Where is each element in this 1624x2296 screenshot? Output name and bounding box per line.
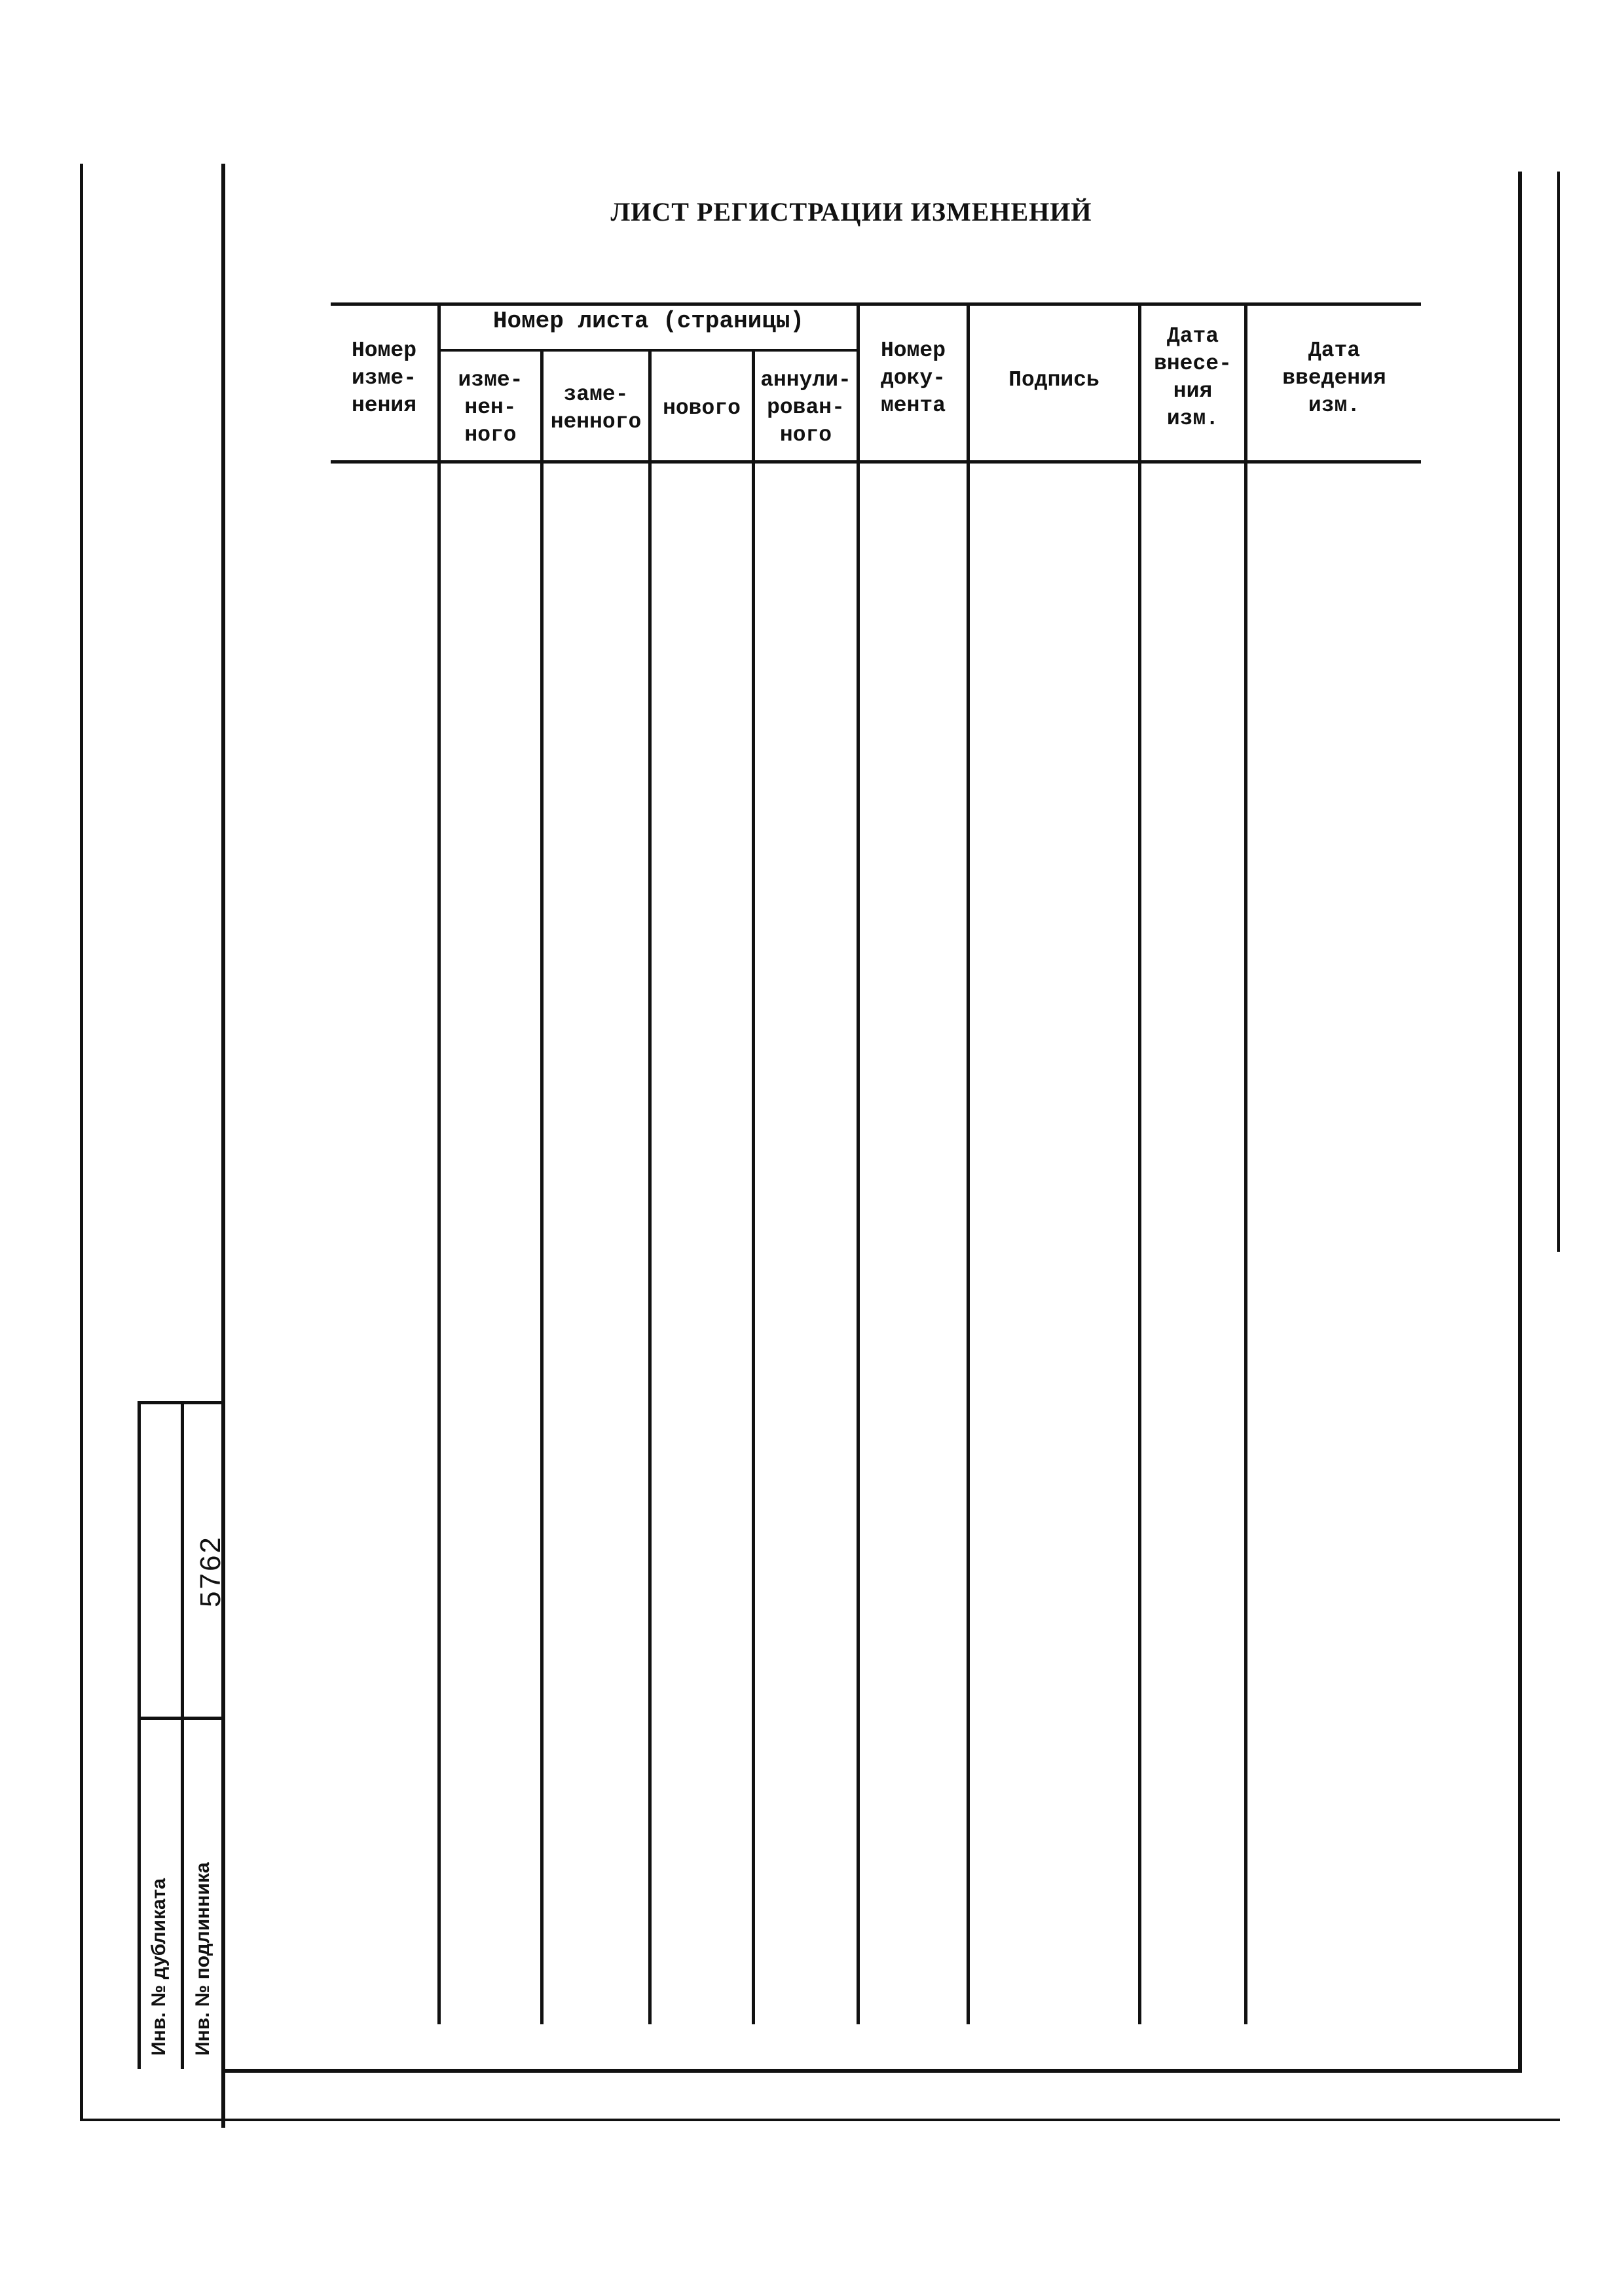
frame-left-outer [80, 164, 83, 2121]
col-sep-5 [857, 302, 860, 2024]
frame-left-inner [221, 164, 225, 2128]
header-sheet-number-group: Номер листа (страницы) [492, 308, 805, 335]
page-title: ЛИСТ РЕГИСТРАЦИИ ИЗМЕНЕНИЙ [610, 197, 1092, 227]
header-date-entered: Дата внесе- ния изм. [1154, 324, 1232, 431]
col-sep-2 [540, 350, 544, 2024]
stamp-left-rule [138, 1401, 141, 2069]
table-top-rule [331, 302, 1421, 306]
col-sep-8 [1244, 302, 1247, 2024]
frame-right-inner [1518, 172, 1522, 2070]
col-sep-3 [648, 350, 652, 2024]
col-sep-1 [437, 302, 441, 2024]
header-replaced: заме- ненного [550, 382, 642, 434]
header-signature: Подпись [1008, 368, 1099, 392]
header-changed: изме- нен- ного [458, 368, 523, 447]
table-header-bottom-rule [331, 460, 1421, 464]
frame-bottom-inner [221, 2069, 1522, 2073]
frame-right-outer [1557, 172, 1560, 1252]
header-change-number: Номер изме- нения [351, 338, 417, 418]
header-date-introduced: Дата введения изм. [1282, 338, 1386, 418]
col-sep-6 [967, 302, 970, 2024]
stamp-col-rule [181, 1401, 184, 2069]
duplicate-inventory-label: Инв. № дубликата [148, 1878, 170, 2056]
frame-bottom-outer [80, 2119, 1560, 2121]
col-sep-7 [1138, 302, 1141, 2024]
col-sep-4 [752, 350, 755, 2024]
header-document-number: Номер доку- мента [880, 338, 946, 418]
header-cancelled: аннули- рован- ного [760, 368, 851, 447]
header-new: нового [663, 396, 741, 420]
original-inventory-number: 5762 [194, 1535, 227, 1607]
original-inventory-label: Инв. № подлинника [192, 1862, 213, 2056]
